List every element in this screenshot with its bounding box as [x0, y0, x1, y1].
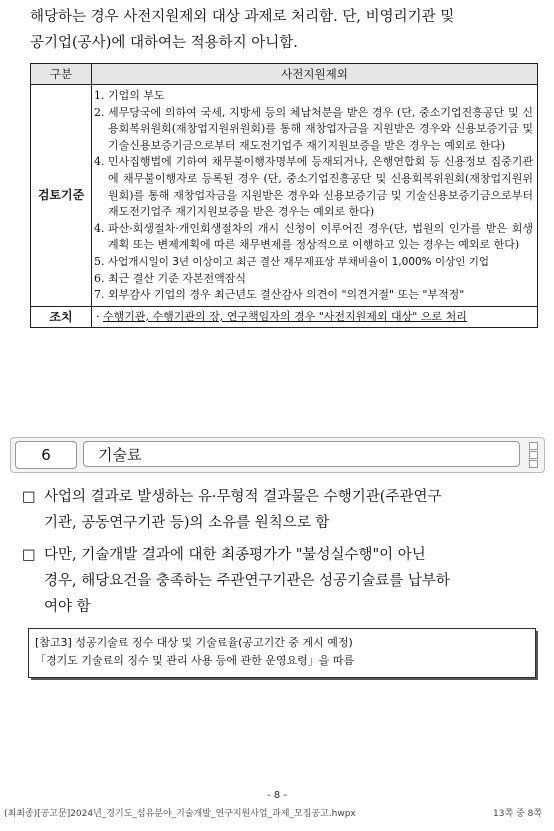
- table-header-row: [31, 64, 538, 85]
- item-number: 7.: [94, 288, 105, 302]
- section-header: [10, 437, 545, 473]
- action-text: 수행기관, 수행기관의 장, 연구책임자의 경우 "사전지원제외 대상" 으로 처리: [103, 309, 467, 323]
- reference-note-box: [28, 628, 536, 678]
- intro-line-1: 해당하는 경우 사전지원제외 대상 과제로 처리함. 단, 비영리기관 및: [30, 9, 455, 25]
- item-number: 6.: [94, 271, 105, 285]
- item-number: 4.: [94, 155, 105, 169]
- table-row-criteria: [31, 85, 538, 307]
- bullet-1-line-1: 사업의 결과로 발생하는 유·무형적 결과물은 수행기관(주관연구: [44, 489, 442, 505]
- grip-icon: [529, 451, 538, 459]
- grip-icon: [529, 442, 538, 450]
- bullet-2-line-1: 다만, 기술개발 결과에 대한 최종평가가 "불성실수행"이 아닌: [44, 547, 426, 563]
- page-number: - 8 -: [267, 790, 287, 801]
- bullet-1-line-2: 기관, 공동연구기관 등)의 소유를 원칙으로 함: [44, 515, 330, 531]
- checkbox-square-icon: □: [22, 547, 36, 563]
- item-number: 1.: [94, 89, 105, 102]
- intro-paragraph: [30, 4, 538, 56]
- header-exclusion: 사전지원제외: [92, 64, 538, 85]
- criteria-item: [94, 254, 533, 271]
- criteria-item: [94, 221, 533, 254]
- item-text: 파산·회생절차·개인회생절차의 개시 신청이 이루어진 경우(단, 법원의 인가를 받은 회생계획 또는 변제계획에 따른 채무변제를 정상적으로 이행하고 있는 경우는 예외로 한다): [108, 221, 533, 252]
- item-text: 기업의 부도: [108, 89, 165, 102]
- intro-line-2: 공기업(공사)에 대하여는 적용하지 아니함.: [30, 35, 298, 51]
- note-line-2: 「경기도 기술료의 징수 및 관리 사용 등에 관한 운영요령」을 따름: [35, 654, 355, 667]
- grip-icon: [529, 460, 538, 468]
- item-number: 2.: [94, 105, 105, 119]
- criteria-item: [94, 105, 533, 155]
- row-label-criteria: 검토기준: [31, 85, 92, 307]
- footer-page-count: 13쪽 중 8쪽: [493, 809, 542, 819]
- criteria-list: [92, 85, 538, 307]
- header-category: 구분: [31, 64, 92, 85]
- section-number: 6: [15, 441, 77, 469]
- criteria-item: [94, 271, 533, 288]
- row-label-action: 조치: [31, 306, 92, 328]
- item-text: 최근 결산 기준 자본전액잠식: [108, 271, 247, 285]
- bullet-2-line-2: 경우, 해당요건을 충족하는 주관연구기관은 성공기술료를 납부하: [44, 573, 450, 589]
- exclusion-criteria-table: [30, 63, 538, 328]
- item-text: 세무당국에 의하여 국세, 지방세 등의 체납처분을 받은 경우 (단, 중소기업진흥공단 및 신용회복위원회(재창업지원위원회)를 통해 재창업자금을 지원받은 경우와 신용보증기금 및 기술신용보증기금으로부터 재도전기업주 재기지원보증을 받은 경우는 예외로 한다): [108, 105, 533, 152]
- note-line-1: [참고3] 성공기술료 징수 대상 및 기술료율(공고기간 중 게시 예정): [35, 636, 353, 649]
- bullet-2-line-3: 여야 함: [44, 599, 91, 615]
- item-text: 외부감사 기업의 경우 최근년도 결산감사 의견이 "의견거절" 또는 "부적정": [108, 288, 465, 302]
- checkbox-square-icon: □: [22, 489, 36, 505]
- item-text: 사업개시일이 3년 이상이고 최근 결산 재무제표상 부채비율이 1,000% 이상인 기업: [108, 255, 490, 268]
- bullet-item-1: [22, 484, 542, 536]
- item-number: 5.: [94, 254, 105, 268]
- item-number: 4.: [94, 221, 105, 235]
- table-row-action: [31, 306, 538, 328]
- criteria-item: [94, 154, 533, 220]
- criteria-item: [94, 287, 533, 304]
- criteria-item: [94, 88, 533, 105]
- action-bullet: ·: [96, 309, 100, 323]
- bullet-item-2: [22, 542, 542, 620]
- section-title: 기술료: [83, 441, 520, 467]
- item-text: 민사집행법에 기하여 채무불이행자명부에 등재되거나, 은행연합회 등 신용정보 집중기관에 채무불이행자로 등록된 경우 (단, 중소기업진흥공단 및 신용회복위원회(재창업지원위원회)를 통해 재창업자금을 지원받은 경우와 신용보증기금 및 기술신용보증기금으로부터 재도전기업주 재기지원보증을 받은 경우는 예외로 한다): [108, 155, 533, 219]
- action-cell: [92, 306, 538, 328]
- footer-filename: (최최종)[공고문]2024년_경기도_섬유분야_기술개발_연구지원사업_과제_모집공고.hwpx: [4, 809, 356, 819]
